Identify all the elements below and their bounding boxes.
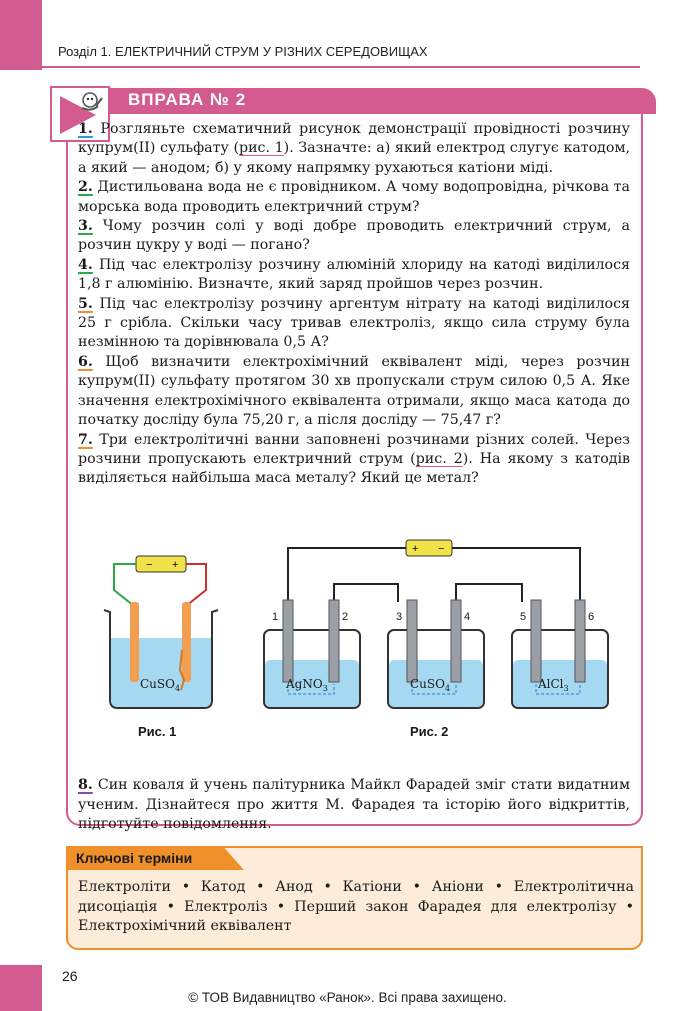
- copyright-notice: © ТОВ Видавництво «Ранок». Всі права захищено.: [188, 990, 507, 1005]
- electrode-label-6: 6: [588, 611, 595, 623]
- header-divider: [42, 66, 640, 68]
- key-terms-list: Електроліти • Катод • Анод • Катіони • Аніони • Електролітична дисоціація • Електроліз • Перший закон Фарадея для електролізу • Електрохімічний еквівалент: [78, 879, 634, 935]
- exercise-title: ВПРАВА № 2: [128, 90, 247, 109]
- figure-1-caption: Рис. 1: [138, 724, 177, 739]
- task-1: 1. Розгляньте схематичний рисунок демонстрації провідності розчину купрум(ІІ) сульфату (рис. 1). Зазначте: а) який електрод слугує катодом, а який — анодом; б) у якому напрямку рухаються катіони міді.: [78, 121, 630, 176]
- figure-1-beaker: [96, 550, 226, 720]
- task-list: [78, 120, 630, 489]
- task-7: 7. Три електролітичні ванни заповнені розчинами різних солей. Через розчини пропускають електричний струм (рис. 2). На якому з катодів виділяється найбільша маса металу? Який це метал?: [78, 431, 630, 487]
- bath-2-solution: CuSO$_4$: [410, 677, 451, 693]
- figure-ref-1[interactable]: рис. 1: [239, 140, 284, 157]
- svg-text:+: +: [412, 543, 419, 555]
- bath-1-solution: AgNO$_3$: [286, 677, 328, 693]
- task-6: 6. Щоб визначити електрохімічний еквівалент міді, через розчин купрум(ІІ) сульфату протягом 30 хв пропускали струм силою 0,5 А. Яке значення електрохімічного еквівалента отримали, якщо маса катода до початку досліду була 75,20 г, а після досліду — 75,47 г?: [78, 353, 630, 429]
- figure-2-baths: [256, 534, 616, 714]
- task-5: 5. Під час електролізу розчину аргентум нітрату на катоді виділилося 25 г срібла. Скільки часу тривав електроліз, якщо сила струму була незмінною та дорівнювала 0,5 А?: [78, 295, 630, 351]
- electrode-label-4: 4: [464, 611, 471, 623]
- electrode-label-5: 5: [520, 611, 527, 623]
- section-header: Розділ 1. ЕЛЕКТРИЧНИЙ СТРУМ У РІЗНИХ СЕРЕДОВИЩАХ: [58, 44, 428, 59]
- key-terms-title: Ключові терміни: [76, 850, 193, 866]
- fig1-solution-label: CuSO$_4$: [140, 677, 181, 693]
- svg-text:+: +: [172, 559, 179, 571]
- page-corner-band: [0, 0, 42, 70]
- bath-3-solution: AlCl$_3$: [538, 677, 569, 693]
- figure-ref-2[interactable]: рис. 2: [415, 450, 463, 467]
- page-number: 26: [62, 968, 78, 984]
- task-8: 8. Син коваля й учень палітурника Майкл Фарадей зміг стати видатним ученим. Дізнайтеся про життя М. Фарадея та історію його відкриттів, підготуйте повідомлення.: [78, 777, 630, 832]
- electrode-label-2: 2: [342, 611, 349, 623]
- figure-2-caption: Рис. 2: [410, 724, 449, 739]
- electrode-label-3: 3: [396, 611, 403, 623]
- svg-text:−: −: [146, 559, 153, 571]
- task-3: 3. Чому розчин солі у воді добре проводить електричний струм, а розчин цукру у воді — погано?: [78, 218, 630, 254]
- task-2: 2. Дистильована вода не є провідником. А чому водопровідна, річкова та морська вода проводить електричний струм?: [78, 179, 630, 215]
- electrode-label-1: 1: [272, 611, 279, 623]
- task-4: 4. Під час електролізу розчину алюміній хлориду на катоді виділилося 1,8 г алюмінію. Визначте, який заряд пройшов через розчин.: [78, 256, 630, 293]
- svg-text:−: −: [438, 543, 445, 555]
